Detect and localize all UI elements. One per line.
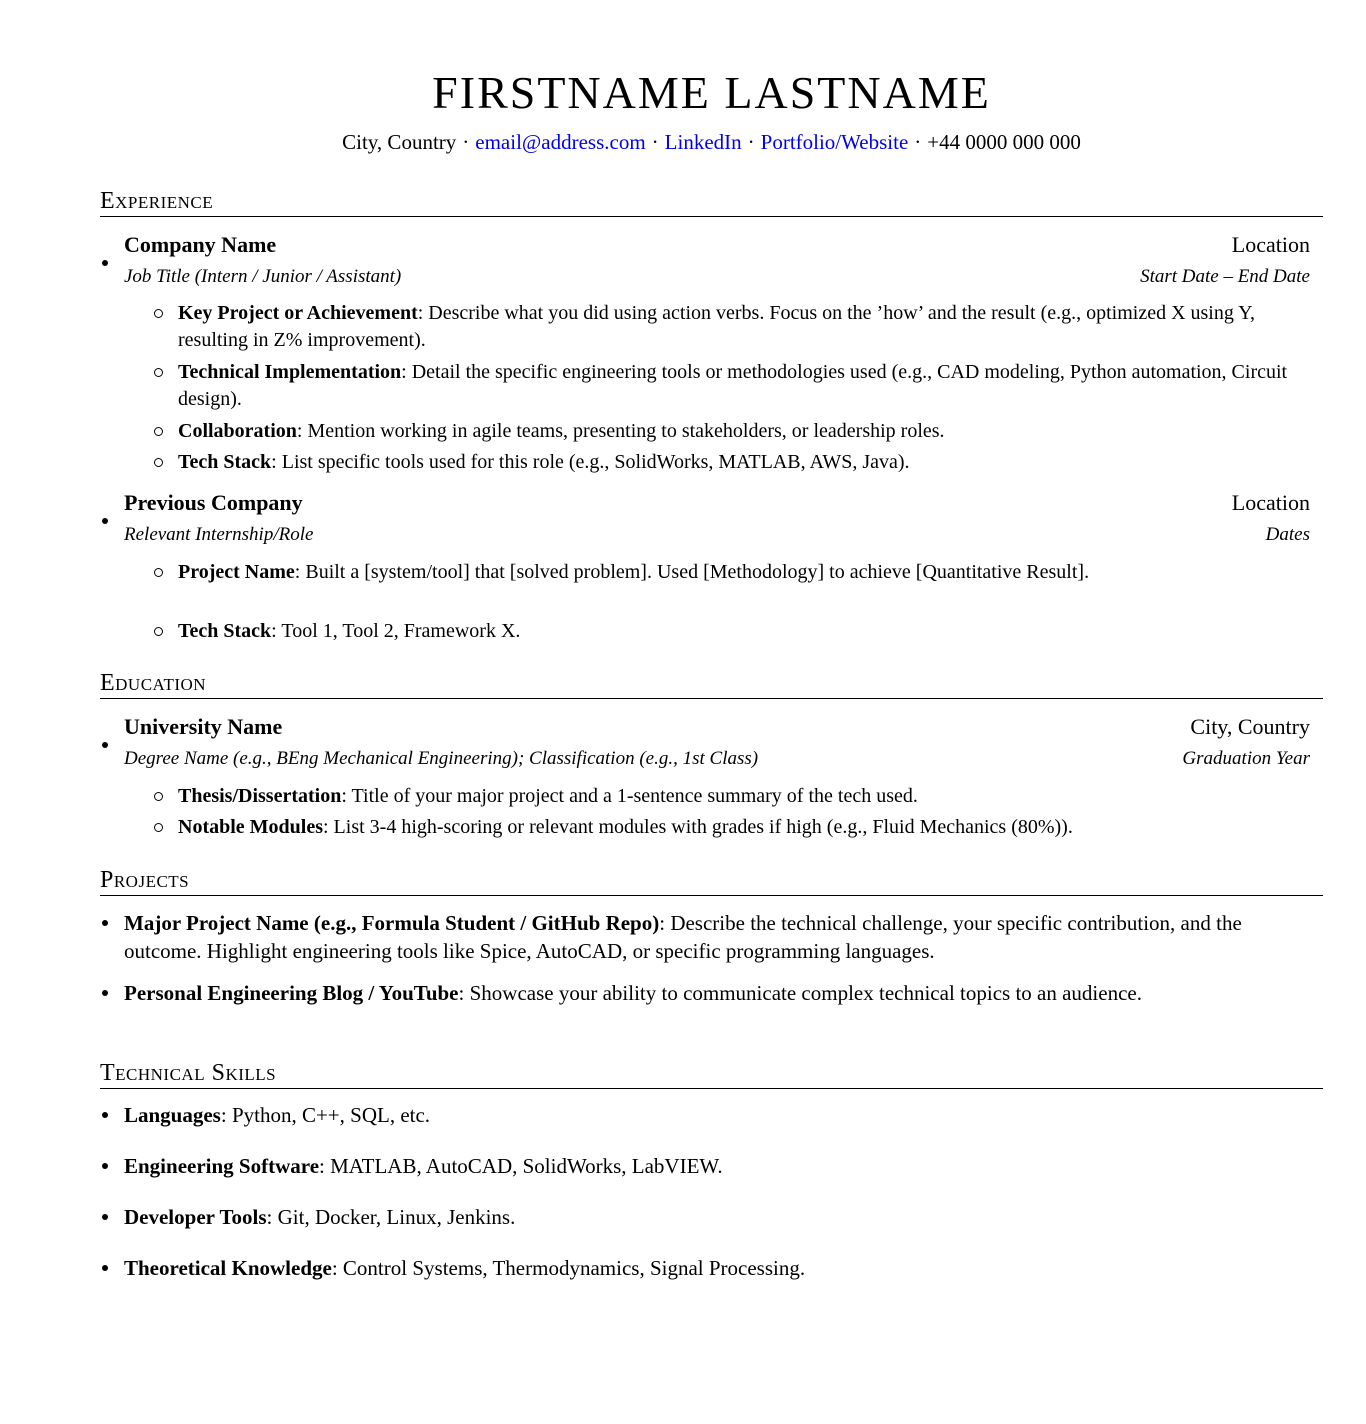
experience-point (178, 359, 1318, 413)
skill-label: Developer Tools (124, 1205, 267, 1229)
contact-phone: +44 0000 000 000 (927, 130, 1081, 154)
education-point (178, 783, 1318, 810)
experience-point (178, 418, 1318, 445)
skill-item (124, 1254, 1310, 1282)
company-name: Previous Company (124, 490, 303, 515)
project-item (124, 909, 1310, 965)
university-name: University Name (124, 714, 283, 739)
candidate-name: FIRSTNAME LASTNAME (432, 67, 991, 118)
point-label: Notable Modules (178, 816, 323, 838)
job-dates: Start Date – End Date (1140, 266, 1310, 287)
point-label: Collaboration (178, 420, 297, 442)
bullet (102, 1214, 108, 1220)
point-text: : Title of your major project and a 1-sentence summary of the tech used. (341, 785, 918, 807)
skill-text: : Control Systems, Thermodynamics, Signal Processing. (331, 1256, 806, 1280)
skill-text: : Git, Docker, Linux, Jenkins. (266, 1205, 516, 1229)
circle-bullet (154, 427, 163, 436)
company-name: Company Name (124, 232, 277, 257)
bullet (102, 1163, 108, 1169)
company-location: Location (1231, 232, 1310, 257)
education-point (178, 814, 1318, 841)
circle-bullet (154, 823, 163, 832)
section-title-experience: Experience (100, 188, 1323, 217)
separator: · (914, 130, 922, 154)
point-label: Project Name (178, 561, 295, 583)
bullet (102, 1265, 108, 1271)
point-label: Technical Implementation (178, 361, 402, 383)
skill-item (124, 1203, 1310, 1231)
job-title: Job Title (Intern / Junior / Assistant) (124, 266, 402, 287)
circle-bullet (154, 627, 163, 636)
university-location: City, Country (1190, 714, 1310, 739)
skill-text: : MATLAB, AutoCAD, SolidWorks, LabVIEW. (319, 1154, 723, 1178)
separator: · (747, 130, 755, 154)
graduation-year: Graduation Year (1182, 748, 1310, 769)
separator: · (462, 130, 470, 154)
degree-name: Degree Name (e.g., BEng Mechanical Engineering); Classification (e.g., 1st Class) (124, 748, 759, 769)
contact-line (100, 130, 1323, 155)
experience-point (178, 618, 1318, 645)
circle-bullet (154, 458, 163, 467)
point-label: Key Project or Achievement (178, 302, 418, 324)
experience-point (178, 449, 1318, 476)
point-text: : Mention working in agile teams, presenting to stakeholders, or leadership roles. (296, 420, 945, 442)
section-title-education: Education (100, 670, 1323, 699)
point-text: : List specific tools used for this role (e.g., SolidWorks, MATLAB, AWS, Java). (271, 451, 910, 473)
project-item (124, 979, 1310, 1007)
circle-bullet (154, 792, 163, 801)
skill-label: Languages (124, 1103, 221, 1127)
job-title: Relevant Internship/Role (124, 524, 314, 545)
job-dates: Dates (1265, 524, 1310, 545)
skill-label: Theoretical Knowledge (124, 1256, 332, 1280)
project-label: Major Project Name (e.g., Formula Student / GitHub Repo) (124, 911, 660, 935)
bullet (102, 742, 108, 748)
bullet (102, 518, 108, 524)
circle-bullet (154, 568, 163, 577)
section-title-projects: Projects (100, 867, 1323, 896)
point-label: Tech Stack (178, 451, 272, 473)
point-text: : List 3-4 high-scoring or relevant modules with grades if high (e.g., Fluid Mechanics (80%)). (323, 816, 1073, 838)
bullet (102, 260, 108, 266)
skill-label: Engineering Software (124, 1154, 320, 1178)
skill-item (124, 1152, 1310, 1180)
project-label: Personal Engineering Blog / YouTube (124, 981, 459, 1005)
point-text: : Detail the specific engineering tools or methodologies used (e.g., CAD modeling, Python automation, Circuit design). (178, 361, 1288, 410)
point-text: : Built a [system/tool] that [solved problem]. Used [Methodology] to achieve [Quantitative Result]. (294, 561, 1090, 583)
project-text: : Showcase your ability to communicate complex technical topics to an audience. (458, 981, 1142, 1005)
linkedin-link[interactable]: LinkedIn (664, 130, 742, 154)
bullet (102, 920, 108, 926)
bullet (102, 990, 108, 996)
website-link[interactable]: Portfolio/Website (760, 130, 909, 154)
point-text: : Describe what you did using action verbs. Focus on the ’how’ and the result (e.g., optimized X using Y, resulting in Z% improvement). (178, 302, 1255, 351)
section-title-skills: Technical Skills (100, 1060, 1323, 1089)
experience-point (178, 559, 1318, 586)
point-label: Tech Stack (178, 620, 272, 642)
email-link[interactable]: email@address.com (475, 130, 646, 154)
contact-location: City, Country (342, 130, 457, 154)
point-text: : Tool 1, Tool 2, Framework X. (271, 620, 521, 642)
bullet (102, 1112, 108, 1118)
circle-bullet (154, 368, 163, 377)
circle-bullet (154, 309, 163, 318)
point-label: Thesis/Dissertation (178, 785, 342, 807)
experience-point (178, 300, 1318, 354)
project-text: : Describe the technical challenge, your specific contribution, and the outcome. Highlight engineering tools like Spice, AutoCAD, or specific programming languages. (124, 911, 1242, 963)
skill-text: : Python, C++, SQL, etc. (220, 1103, 431, 1127)
separator: · (651, 130, 659, 154)
company-location: Location (1231, 490, 1310, 515)
skill-item (124, 1101, 1310, 1129)
